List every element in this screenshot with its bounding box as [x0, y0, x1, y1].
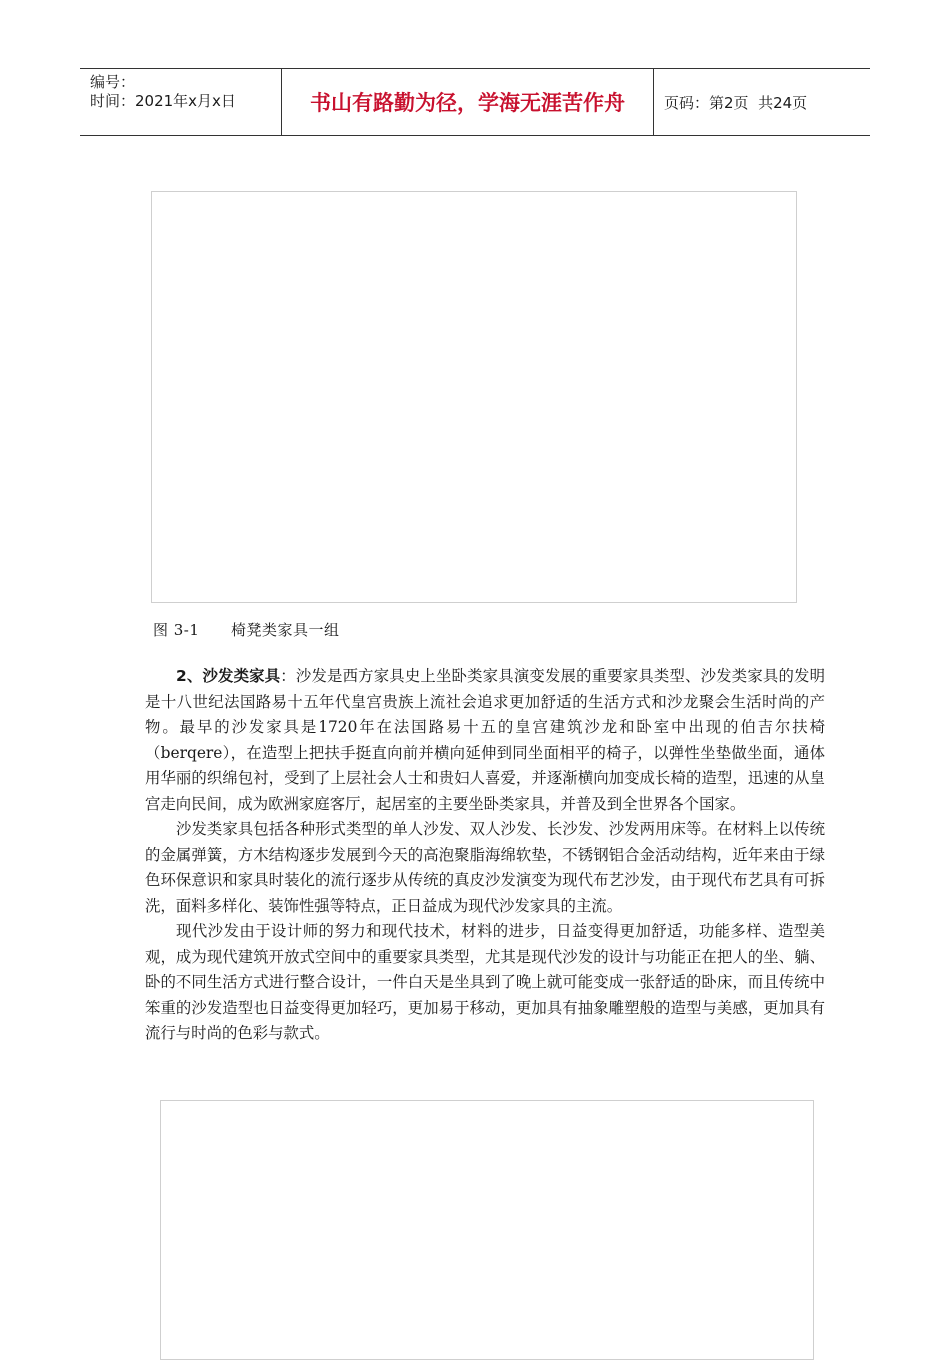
figure-caption: 图 3-1 椅凳类家具一组 [153, 621, 340, 639]
heading-separator: ： [280, 667, 296, 685]
header-motto: 书山有路勤为径，学海无涯苦作舟 [282, 69, 654, 135]
document-header [80, 68, 870, 136]
paragraph-1 [145, 664, 825, 817]
figure-image-placeholder-2 [160, 1100, 814, 1360]
date-label: 时间：2021年x月x日 [90, 92, 236, 110]
paragraph-2: 沙发类家具包括各种形式类型的单人沙发、双人沙发、长沙发、沙发两用床等。在材料上以传统的金属弹簧，方木结构逐步发展到今天的高泡聚脂海绵软垫，不锈钢铝合金活动结构，近年来由于绿色环保意识和家具时装化的流行逐步从传统的真皮沙发演变为现代布艺沙发，由于现代布艺具有可拆洗，面料多样化、装饰性强等特点，正日益成为现代沙发家具的主流。 [145, 820, 825, 915]
header-meta [80, 69, 282, 135]
section-body [145, 664, 825, 1047]
figure-image-placeholder [151, 191, 797, 603]
page-info: 页码：第2页 共24页 [664, 93, 808, 112]
section-heading: 2、沙发类家具 [176, 667, 281, 685]
paragraph-3: 现代沙发由于设计师的努力和现代技术，材料的进步，日益变得更加舒适，功能多样、造型美观，成为现代建筑开放式空间中的重要家具类型，尤其是现代沙发的设计与功能正在把人的坐、躺、卧的不同生活方式进行整合设计，一件白天是坐具到了晚上就可能变成一张舒适的卧床，而且传统中笨重的沙发造型也日益变得更加轻巧，更加易于移动，更加具有抽象雕塑般的造型与美感，更加具有流行与时尚的色彩与款式。 [145, 922, 825, 1042]
paragraph-1-text: 沙发是西方家具史上坐卧类家具演变发展的重要家具类型、沙发类家具的发明是十八世纪法国路易十五年代皇宫贵族上流社会追求更加舒适的生活方式和沙龙聚会生活时尚的产物。最早的沙发家具是1720年在法国路易十五的皇宫建筑沙龙和卧室中出现的伯吉尔扶椅（berqere），在造型上把扶手挺直向前并横向延伸到同坐面相平的椅子，以弹性坐垫做坐面，通体用华丽的织绵包衬，受到了上层社会人士和贵妇人喜爱，并逐渐横向加变成长椅的造型，迅速的从皇宫走向民间，成为欧洲家庭客厅，起居室的主要坐卧类家具，并普及到全世界各个国家。 [145, 667, 825, 813]
serial-label: 编号： [90, 73, 136, 91]
